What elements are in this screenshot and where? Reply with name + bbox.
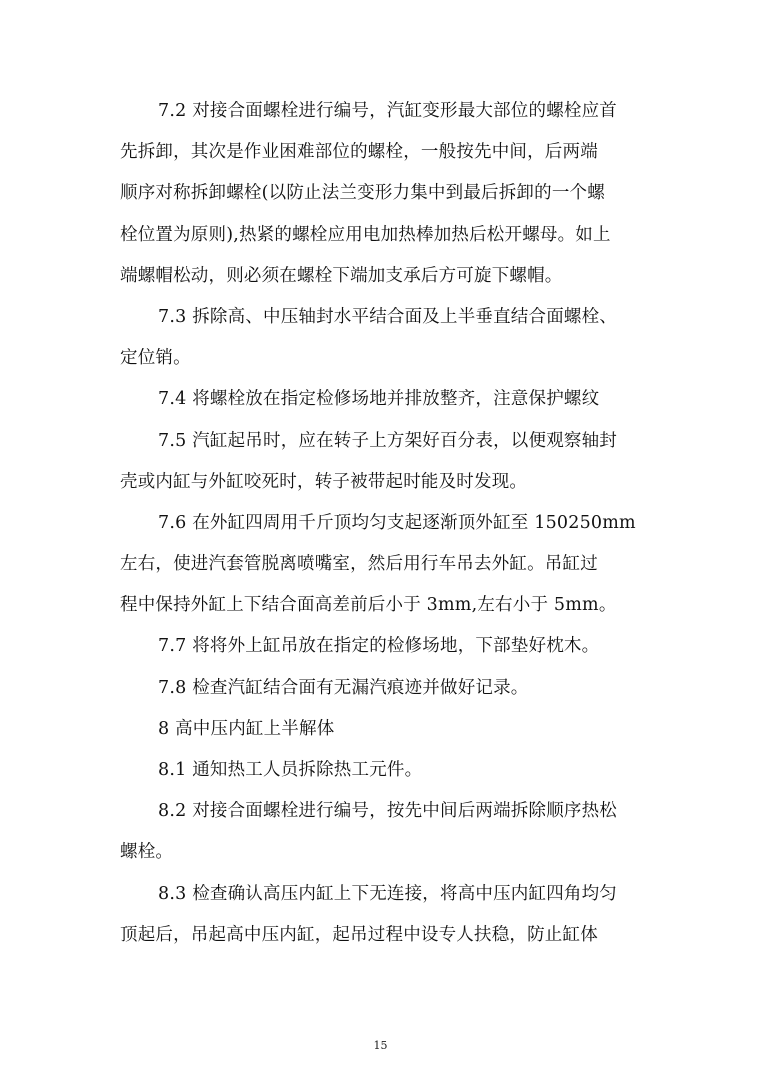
text-line: 左右，使进汽套管脱离喷嘴室，然后用行车吊去外缸。吊缸过 [120,554,598,575]
text-line: 8.3 检查确认高压内缸上下无连接，将高中压内缸四角均匀 [158,883,617,904]
page-number: 15 [373,1039,388,1052]
text-line: 7.5 汽缸起吊时，应在转子上方架好百分表，以便观察轴封 [158,430,617,451]
text-line: 壳或内缸与外缸咬死时，转子被带起时能及时发现。 [120,471,528,492]
text-line: 顺序对称拆卸螺栓(以防止法兰变形力集中到最后拆卸的一个螺 [120,183,605,204]
text-line: 7.2 对接合面螺栓进行编号，汽缸变形最大部位的螺栓应首 [158,101,617,121]
text-line: 顶起后，吊起高中压内缸，起吊过程中设专人扶稳，防止缸体 [120,924,598,945]
text-line: 8.1 通知热工人员拆除热工元件。 [158,760,423,780]
body-text [120,91,636,956]
text-line: 7.6 在外缸四周用千斤顶均匀支起逐渐顶外缸至 150250mm [158,512,636,533]
section-heading: 8 高中压内缸上半解体 [158,718,335,739]
text-line: 螺栓。 [120,842,174,863]
text-line: 7.4 将螺栓放在指定检修场地并排放整齐，注意保护螺纹 [158,389,600,410]
text-line: 8.2 对接合面螺栓进行编号，按先中间后两端拆除顺序热松 [158,801,617,822]
text-line: 栓位置为原则),热紧的螺栓应用电加热棒加热后松开螺母。如上 [120,224,611,245]
text-line: 程中保持外缸上下结合面高差前后小于 3mm,左右小于 5mm。 [120,595,617,616]
text-line: 7.8 检查汽缸结合面有无漏汽痕迹并做好记录。 [158,677,529,698]
text-line: 先拆卸，其次是作业困难部位的螺栓，一般按先中间，后两端 [120,142,598,163]
text-line: 端螺帽松动，则必须在螺栓下端加支承后方可旋下螺帽。 [120,265,563,286]
text-line: 定位销。 [120,348,191,369]
text-line: 7.7 将将外上缸吊放在指定的检修场地，下部垫好枕木。 [158,636,600,657]
text-line: 7.3 拆除高、中压轴封水平结合面及上半垂直结合面螺栓、 [158,306,617,327]
